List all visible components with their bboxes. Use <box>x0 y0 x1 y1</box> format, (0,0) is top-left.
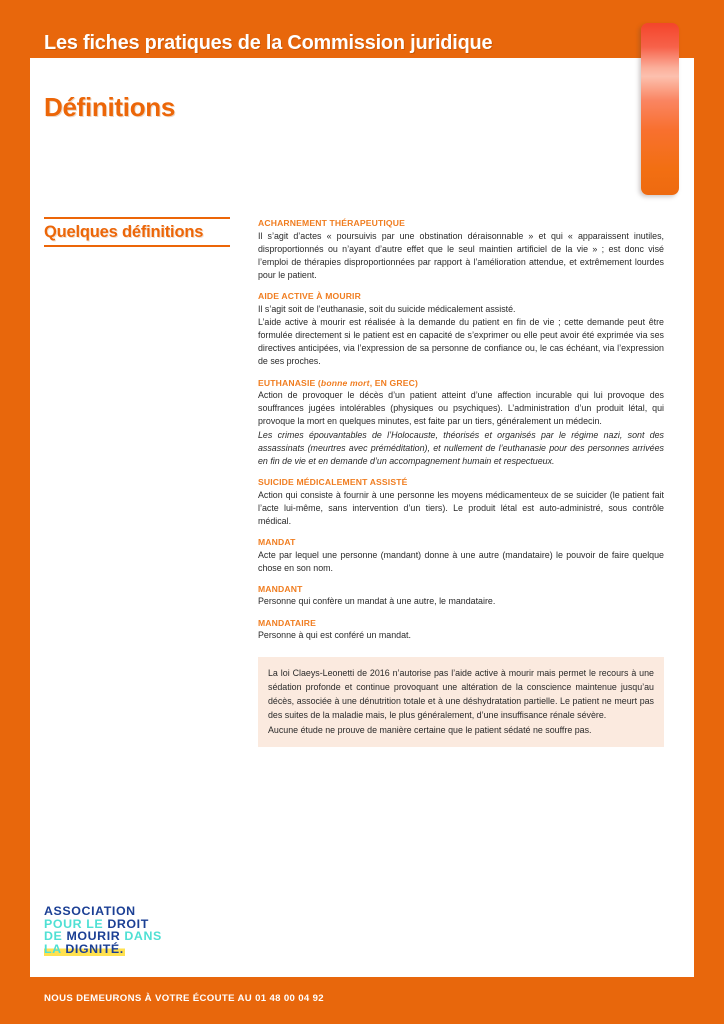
logo-word-dignite: DIGNITÉ. <box>65 941 124 956</box>
definition-body: Acte par lequel une personne (mandant) donne à une autre (mandataire) le pouvoir de faire quelque chose en son nom. <box>258 549 664 573</box>
note-box <box>258 657 664 746</box>
logo-line-4 <box>44 943 125 956</box>
logo-word-la: LA <box>44 941 62 956</box>
logo-word-droit: DROIT <box>107 916 149 931</box>
header-band <box>0 0 724 58</box>
note-paragraph-1: La loi Claeys-Leonetti de 2016 n’autorise pas l’aide active à mourir mais permet le recours à une sédation profonde et continue provoquant une altération de la conscience maintenue jusqu’au décès, associée à une dénutrition totale et à une déshydratation partielle. Le patient ne meurt pas des suites de la maladie mais, le plus généralement, d’une insuffisance rénale sévère. <box>268 668 654 721</box>
definition-term: AIDE ACTIVE À MOURIR <box>258 291 361 302</box>
definition-term-suffix: , EN GREC) <box>369 377 418 388</box>
definition-term: MANDANT <box>258 583 303 594</box>
definition-body: Il s’agit d’actes « poursuivis par une obstination déraisonnable » et qui « apparaissent inutiles, disproportionnés ou n’ayant d’autre effet que le seul maintien artificiel de la vie » ; est donc visé l’emploi de thérapies disproportionnées par rapport à l’amélioration attendue, et extrêmement lourdes pour le patient. <box>258 230 664 281</box>
sidebar-heading-group <box>44 217 230 247</box>
definitions-column <box>258 218 664 747</box>
definition-mandat <box>258 537 664 575</box>
definition-term: MANDATAIRE <box>258 617 316 628</box>
page-title: Définitions <box>44 92 176 122</box>
definition-term-prefix: EUTHANASIE ( <box>258 377 321 388</box>
sidebar-heading-label: Quelques définitions <box>44 223 204 241</box>
definition-mandant <box>258 584 664 609</box>
logo-word-de: DE <box>44 929 63 944</box>
bookmark-tab-icon <box>641 23 679 195</box>
definition-body: Action de provoquer le décès d’un patient atteint d’une affection incurable qui lui provoque des souffrances jugées intolérables (physiques ou psychiques). L’administration d’un produit létal, qui provoque la mort en quelques minutes, est faite par un tiers, généralement un médecin. <box>258 390 664 427</box>
footer-contact-text: NOUS DEMEURONS À VOTRE ÉCOUTE AU 01 48 00 04 92 <box>44 993 324 1004</box>
definition-body-2: L’aide active à mourir est réalisée à la demande du patient en fin de vie ; cette demande peut être formulée directement si le patient est en capacité de s’exprimer ou elle peut avoir été exprimée via ses directives anticipées, via l’expression de sa personne de confiance ou, le cas échéant, via l’expression de ses proches. <box>258 316 664 367</box>
definition-body: Personne qui confère un mandat à une autre, le mandataire. <box>258 596 496 607</box>
definition-aide-active-a-mourir <box>258 291 664 368</box>
definition-term: SUICIDE MÉDICALEMENT ASSISTÉ <box>258 477 408 488</box>
logo-word-dans: DANS <box>124 929 162 944</box>
sidebar-rule-bottom <box>44 245 230 247</box>
definition-term: ACHARNEMENT THÉRAPEUTIQUE <box>258 218 405 228</box>
definition-body-italic: Les crimes épouvantables de l’Holocauste, théorisés et organisés par le régime nazi, sont des assassinats (meurtres avec préméditation), et nullement de l’euthanasie pour des personnes arrivées en fin de vie et en demande d’un accompagnement humain et respectueux. <box>258 429 664 466</box>
logo-word-pour-le: POUR LE <box>44 916 104 931</box>
definition-body: Personne à qui est conféré un mandat. <box>258 630 411 641</box>
definition-body: Il s’agit soit de l’euthanasie, soit du suicide médicalement assisté. <box>258 303 516 314</box>
header-title: Les fiches pratiques de la Commission juridique <box>44 31 493 54</box>
note-paragraph-2: Aucune étude ne prouve de manière certaine que le patient sédaté ne souffre pas. <box>268 724 592 735</box>
definition-term-greek: bonne mort <box>320 377 370 388</box>
definition-term: MANDAT <box>258 537 296 548</box>
definition-mandataire <box>258 618 664 643</box>
page-panel <box>30 58 694 977</box>
definition-body: Action qui consiste à fournir à une personne les moyens médicamenteux de se suicider (le patient fait l’acte lui-même, sans intervention d’un tiers). Le produit létal est auto-administré, sous contrôle médical. <box>258 489 664 526</box>
definition-suicide-medicalement-assiste <box>258 477 664 528</box>
logo-word-association: ASSOCIATION <box>44 904 136 918</box>
definition-acharnement <box>258 218 664 282</box>
logo-word-mourir: MOURIR <box>66 929 121 944</box>
admd-logo <box>44 905 162 956</box>
definition-euthanasie <box>258 378 664 469</box>
definition-term <box>258 378 664 388</box>
